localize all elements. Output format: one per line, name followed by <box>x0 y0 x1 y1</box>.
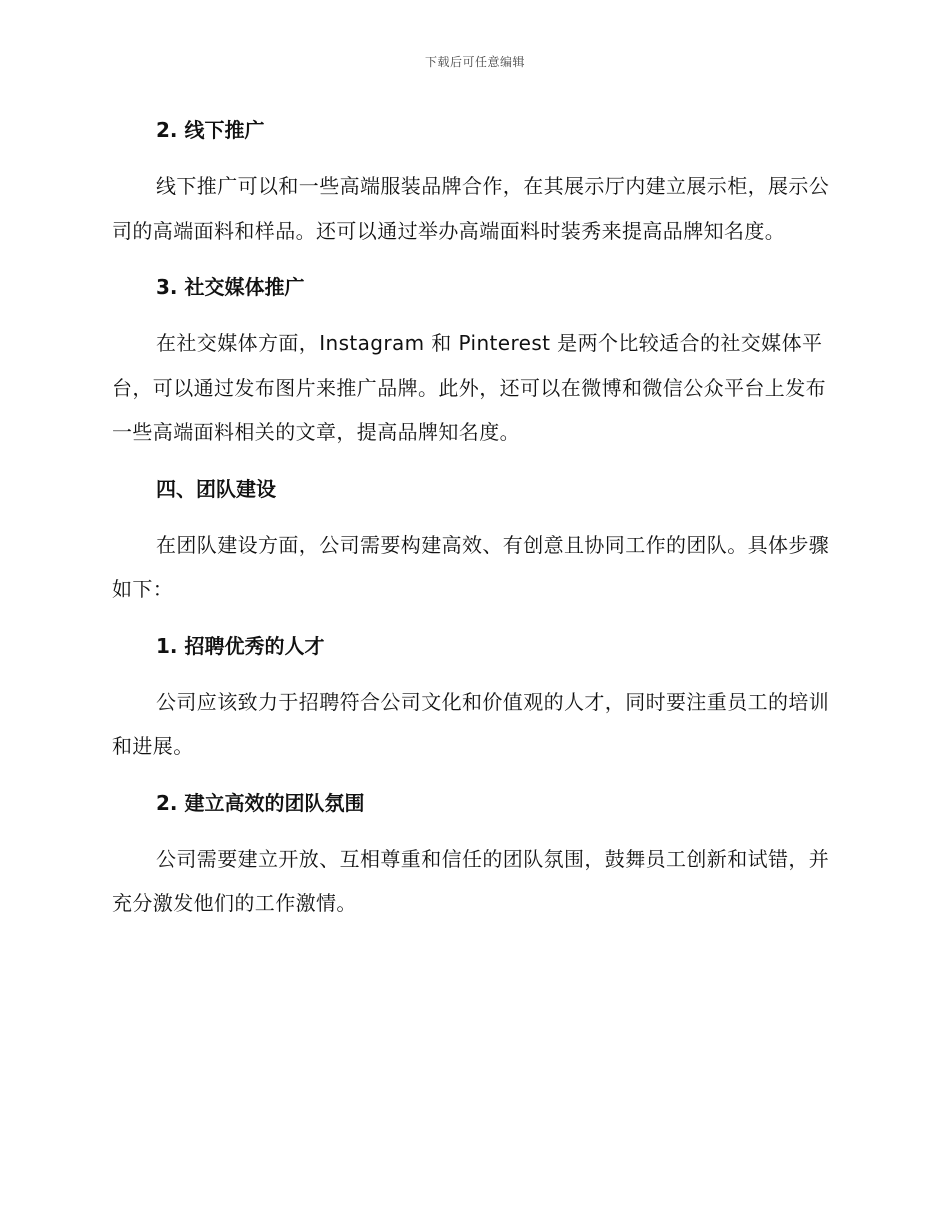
paragraph-team-atmosphere: 公司需要建立开放、互相尊重和信任的团队氛围，鼓舞员工创新和试错，并充分激发他们的工作激情。 <box>112 846 830 915</box>
paragraph-offline-promotion: 线下推广可以和一些高端服装品牌合作，在其展示厅内建立展示柜，展示公司的高端面料和样品。还可以通过举办高端面料时装秀来提高品牌知名度。 <box>112 174 830 243</box>
section-heading-social-media: 3. 社交媒体推广 <box>156 275 305 299</box>
document-body <box>112 108 832 926</box>
section-heading-team-atmosphere: 2. 建立高效的团队氛围 <box>156 790 365 815</box>
section-heading-offline-promotion: 2. 线下推广 <box>156 118 265 142</box>
section-heading-recruit-talent: 1. 招聘优秀的人才 <box>156 633 325 658</box>
page-header-note: 下载后可任意编辑 <box>424 55 525 69</box>
paragraph-team-building: 在团队建设方面，公司需要构建高效、有创意且协同工作的团队。具体步骤如下： <box>112 532 830 601</box>
paragraph-social-media: 在社交媒体方面，Instagram 和 Pinterest 是两个比较适合的社交媒体平台，可以通过发布图片来推广品牌。此外，还可以在微博和微信公众平台上发布一些高端面料相关的文章，提高品牌知名度。 <box>112 331 826 444</box>
section-heading-team-building: 四、团队建设 <box>156 476 276 501</box>
paragraph-recruit-talent: 公司应该致力于招聘符合公司文化和价值观的人才，同时要注重员工的培训和进展。 <box>112 689 830 758</box>
